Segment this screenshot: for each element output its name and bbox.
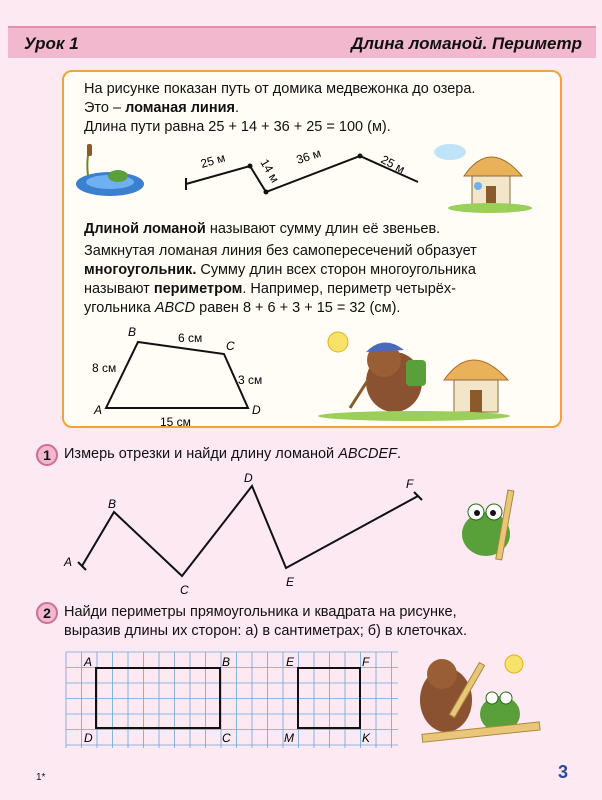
lesson-topic: Длина ломаной. Периметр	[351, 34, 582, 53]
intro-line-3: Длина пути равна 25 + 14 + 36 + 25 = 100 (м).	[84, 119, 391, 135]
bear-frog-ruler-illustration	[412, 650, 542, 750]
intro-line-1: На рисунке показан путь от домика медвежонка до озера.	[84, 81, 476, 97]
bear-illustration	[314, 320, 514, 420]
side-da: 15 см	[160, 415, 191, 429]
square-vertex-f: F	[362, 655, 370, 669]
rect-vertex-a: A	[84, 655, 93, 669]
point-f: F	[406, 477, 414, 491]
grid-figures	[66, 648, 398, 752]
vertex-a: A	[94, 403, 103, 417]
rect-vertex-d: D	[84, 731, 93, 745]
rect-vertex-b: B	[222, 655, 231, 669]
lesson-number: Урок 1	[24, 34, 79, 53]
side-ab: 8 см	[92, 361, 117, 375]
side-cd: 3 см	[238, 373, 263, 387]
task-2-line-1: Найди периметры прямоугольника и квадрата на рисунке,	[64, 604, 457, 620]
polygon-line-2: многоугольник. Сумму длин всех сторон многоугольника	[84, 262, 476, 278]
page-number: 3	[557, 762, 568, 782]
point-d: D	[244, 471, 253, 485]
signature-mark: 1*	[36, 772, 46, 783]
quadrilateral-abcd	[88, 325, 308, 429]
vertex-d: D	[252, 403, 261, 417]
point-a: A	[64, 555, 73, 569]
lesson-header	[8, 26, 596, 58]
point-c: C	[180, 583, 189, 597]
polygon-line-4: угольника ABCD равен 8 + 6 + 3 + 15 = 32 (см).	[84, 300, 401, 316]
point-e: E	[286, 575, 295, 589]
path-label-4: 25 м	[378, 152, 408, 177]
task-1-text: Измерь отрезки и найди длину ломаной ABCDEF.	[64, 446, 402, 462]
square-vertex-e: E	[286, 655, 295, 669]
polygon-line-3: называют периметром. Например, периметр четырёх-	[84, 281, 456, 297]
path-label-1: 25 м	[198, 150, 227, 171]
mushroom-house-illustration	[430, 142, 540, 212]
theory-box	[62, 70, 562, 428]
task-2-line-2: выразив длины их сторон: а) в сантиметрах; б) в клеточках.	[64, 623, 467, 639]
square-vertex-k: K	[362, 731, 371, 745]
point-b: B	[108, 497, 117, 511]
task-2-number: 2	[36, 602, 58, 624]
polyline-abcdef	[60, 472, 500, 602]
vertex-b: B	[128, 325, 137, 339]
path-label-3: 36 м	[294, 145, 323, 167]
square-vertex-m: M	[284, 731, 294, 745]
side-bc: 6 см	[178, 331, 203, 345]
frog-illustration	[448, 488, 528, 568]
vertex-c: C	[226, 339, 235, 353]
definition-line: Длиной ломаной называют сумму длин её звеньев.	[84, 221, 441, 237]
bear-path-polyline	[182, 145, 442, 212]
polygon-line-1: Замкнутая ломаная линия без самопересечений образует	[84, 243, 477, 259]
task-1-number: 1	[36, 444, 58, 466]
rect-vertex-c: C	[222, 731, 231, 745]
path-label-2: 14 м	[257, 156, 282, 186]
intro-line-2: Это – ломаная линия.	[84, 100, 239, 116]
